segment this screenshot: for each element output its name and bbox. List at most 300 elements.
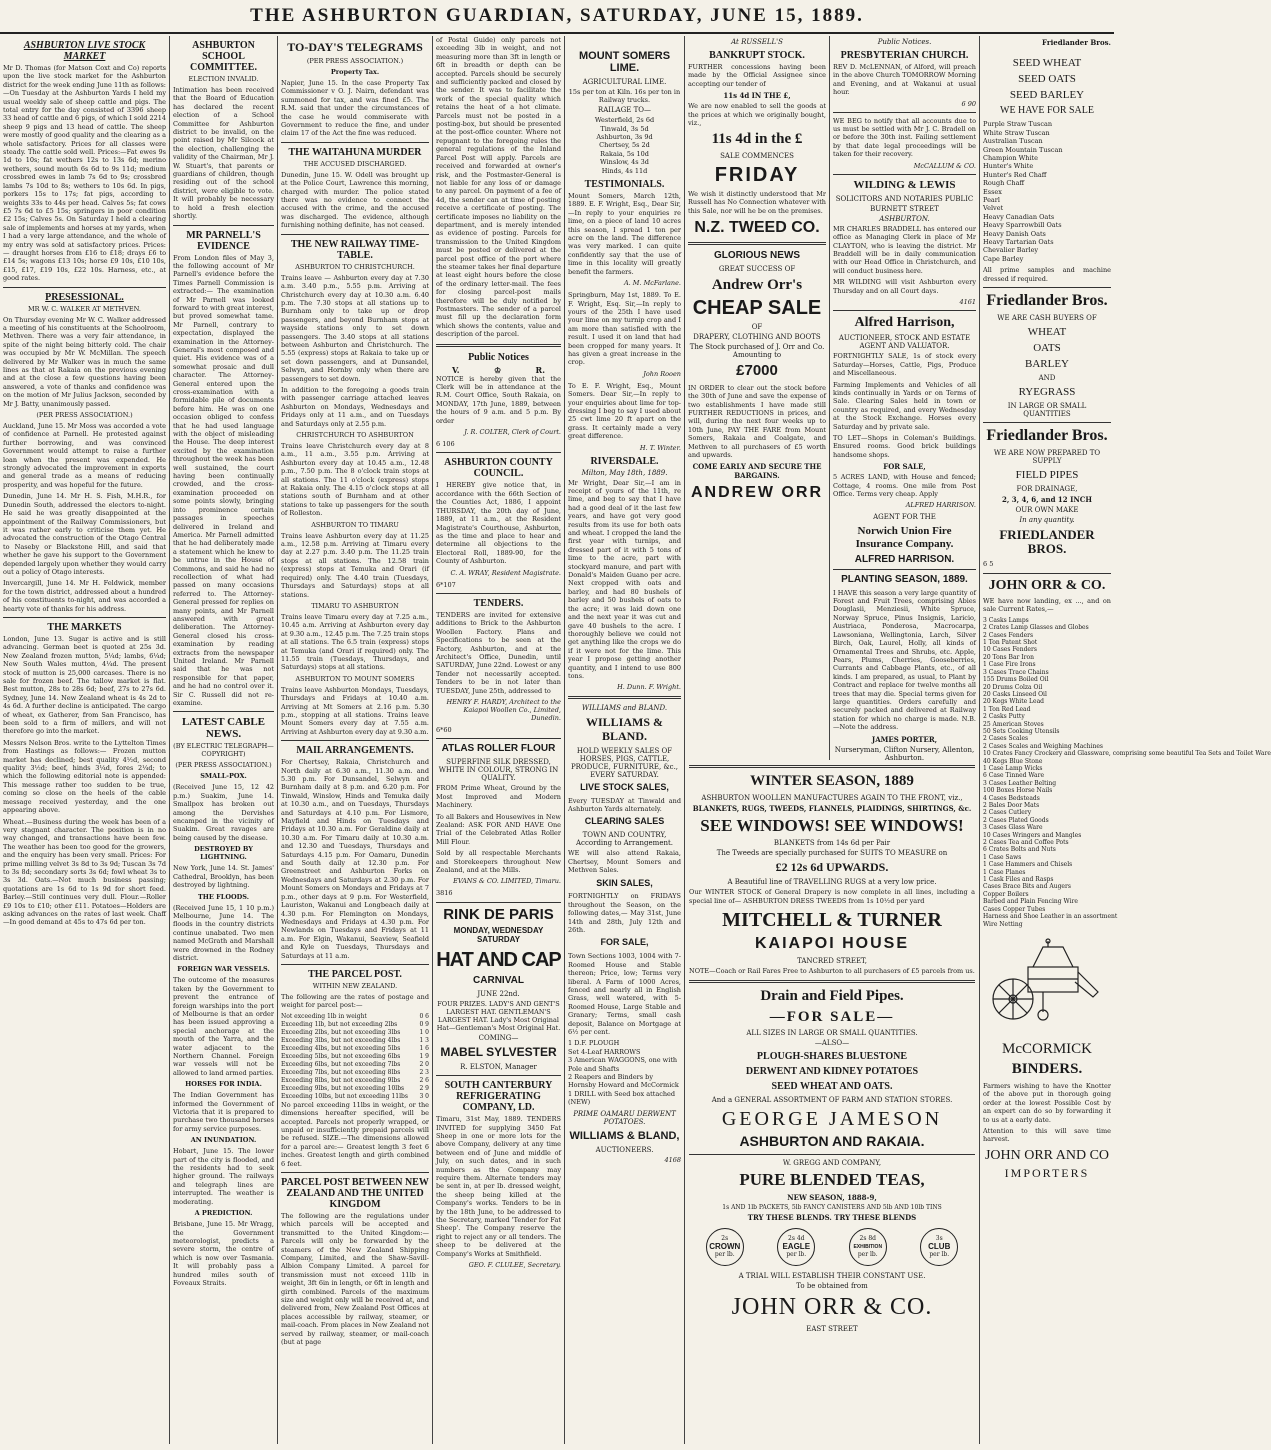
parcel-rate-price: 0 9 [419, 1020, 429, 1028]
bankrupt-text-3: We wish it distinctly understood that Mr Russell has No Connection whatever with this Sale, nor will he be on the premises. [688, 189, 826, 215]
sale-heading: FOR SALE, [883, 462, 926, 472]
live-stock-text: Mr D. Thomas (for Matson Coxt and Co) reports upon the live stock market for the Ashburton district for the week ending June 11th as follows:—On Tuesday at the Ashburton Yards I held my usual weekly sale of sheep cattle and pigs. The total entry for the day consisted of 3396 sheep 33 head of cattle and 6 pigs, of which I sold 2214 sheep 9 pigs and 13 head of cattle. The sheep were mostly of good quality and the clearing as a whole satisfactory. Prices for all classes were steady. The cattle sold well. Prices:—Fat ewes 9s 1d to 10s; fat wethers 12s to 13s 6d; merino wethers, sound mouth 6s 6d to 9s 11d; medium crossbred ewes in lamb 7s 6d to 9s; crossbred lambs 7s 10d to 8s; wethers to 10s 6d. In pigs, porkers 15s to 17s; fat pigs, according to weights 33s to 44s per head. Calves 5s; fat cows £5 7s 6d to £5 15s; springers in poor condition £2 15s; Calves 5s. On Saturday I held a clearing sale of implements and horses at my yards, when I had a very large attendance, and the whole of my entry was sold at satisfactory prices. Prices:— draught horses from £16 to £18; drays £6 to £14 5s; wagons £13 10s; horse £9 10s, £10 10s, £15, £17, £19 10s, £22 10s. Harness, etc., at good rates. [3, 64, 166, 283]
of-label: OF [751, 323, 763, 332]
quality: In any quantity. [1019, 515, 1075, 524]
orr-item: 25 American Stoves [983, 720, 1044, 728]
rink-carnival: CARNIVAL [473, 974, 524, 986]
railway-text-2: In addition to the foregoing a goods train with passenger carriage attached leaves Ashburton on Mondays, Wednesdays and Fridays only at 11 a.m., and on Tuesdays and Saturdays only at 2.55 p.m. [281, 385, 429, 428]
mail-text: For Chertsey, Rakaia, Christchurch and North daily at 6.30 a.m., 11.30 a.m. and 5.30 p.m. For Dunsandel, Selwyn and Burnham daily at 8 p.m. and 6.20 p.m. For Tinwald, Winslow, Hinds and Temuka daily at 10.30 a.m., and on Tuesdays, Thursdays and Saturdays at 4.10 p.m. For Lismore, Mayfield and Hinds on Tuesdays and Fridays at 10.30 a.m. For Geraldine daily at 10.30 a.m. For Timaru daily at 10.30 a.m. and 12.30 and Tuesdays, Thursdays and Saturdays 4.15 p.m. For Oamaru, Dunedin and South daily at 12.30 p.m. For Greenstreet and Ashburton Forks on Wednesdays and Saturdays at 2.30 p.m. For Mount Somers on Mondays and Fridays at 7 p.m., other days at 9 p.m. For Westerfield, Lauriston, Wakanui and Longbeach daily at 4.30 p.m. For Flemington on Mondays, Wednesdays and Fridays at 4.30 p.m. For Newlands on Tuesdays and Fridays at 11 a.m. For Elgin, Wakanui, Seaview, Seafield and Kyle on Tuesdays, Thursdays and Saturdays at 11 a.m. [281, 758, 429, 960]
prediction-text: Brisbane, June 15. Mr Wragg, the Government meteorologist, predicts a severe storm, the centre of which is now over Tasmania. It will probably pass a hundred miles south of Foveaux Straits. [173, 1220, 274, 1287]
council-number: 6*107 [436, 580, 456, 589]
prediction-heading: A PREDICTION. [194, 1209, 253, 1218]
mitchell: MITCHELL & TURNER [722, 909, 942, 932]
mt-somers-text: Trains leave Ashburton Mondays, Tuesdays, Thursdays and Fridays at 10.40 a.m. Arriving at Mt Somers at 2.16 p.m. 5.30 p.m., stopping at all stations. Trains leave Mount Somers every day at 7.55 a.m. Arriving at Ashburton every day at 9.30 a.m. [281, 685, 429, 736]
crest-r: R. [535, 364, 545, 375]
orr-item: 2 Cases Tea and Coffee Pots [983, 839, 1069, 847]
east-street: EAST STREET [806, 1324, 858, 1333]
derwent: DERWENT AND KIDNEY POTATOES [745, 1066, 919, 1078]
orr-item: 3 Cases Glass Ware [983, 824, 1043, 832]
wb-item: Set 4-Leaf HARROWS [568, 1047, 641, 1056]
winter-section [685, 760, 980, 1444]
rink-main: HAT AND CAP [436, 948, 561, 971]
orr-item: 6 Crates Bolts and Nuts [983, 846, 1056, 854]
clearing-sales: CLEARING SALES [584, 816, 665, 827]
refrig-text: Timaru, 31st May, 1889. TENDERS INVITED for supplying 3450 Fat Sheep in one or more lots for the above Company, delivery at any time between end of June and middle of July, on such dates, and in such numbers as the Company may require them. Alternate tenders may be sent in, at per lb. dressed weight, the sheep being killed at the Company's works. Tenders to be in by the 18th June, to be addressed to the Secretary, marked 'Tender for Fat Sheep'. The Company reserve the right to reject any or all tenders. The sheep to be delivered at the Company's Works at Smithfield. [436, 1115, 561, 1258]
wb-number: 4168 [664, 1155, 681, 1164]
orr-item: 4 Cases Bedsteads [983, 794, 1040, 802]
parcel-rate-row [281, 1037, 429, 1045]
parcel-rate-weight: Exceeding 5lbs, but not exceeding 6lbs [281, 1052, 401, 1060]
binders: BINDERS. [1011, 1061, 1083, 1078]
parcel-rate-price: 2 9 [419, 1084, 429, 1092]
ash-tim-text: Trains leave Ashburton every day at 11.25 a.m., 12.58 p.m. Arriving at Timaru every day at 2.27 p.m. 3.40 p.m. The 11.25 train stops at all stations. The 12.58 train (express) stops at Temuka and Orari (if required) only. The 4.40 train (Tuesdays, Thursdays and Saturdays) stops at all stations. [281, 531, 429, 599]
parcel-rate-price: 0 6 [419, 1012, 429, 1020]
cable-association: (PER PRESS ASSOCIATION.) [175, 761, 272, 770]
for-sale-big: —FOR SALE— [769, 1008, 895, 1025]
parcel-rates-table [281, 1013, 429, 1101]
orr-item: 1 Ton Red Lead [983, 705, 1031, 713]
variety-item: Heavy Canadian Oats [983, 212, 1055, 221]
tenders-number: 6*60 [436, 726, 452, 734]
own-make: OUR OWN MAKE [1015, 505, 1079, 514]
presessional-subheading: MR W. C. WALKER AT METHVEN. [27, 304, 142, 313]
orr-head: JOHN ORR & CO. [988, 577, 1106, 593]
column-3 [278, 36, 433, 1444]
railage-item: Ashburton, 3s 9d [596, 133, 653, 141]
friedlander-footer: FRIEDLANDER BROS. [999, 526, 1095, 556]
porter-sub: Nurseryman, Clifton Nursery, Allenton, Ashburton. [834, 745, 975, 762]
presb-text: REV D. McLENNAN, of Alford, will preach in the above Church TOMORROW Morning and Evening, and at Wakanui at usual hour. [833, 63, 976, 97]
inundation-text: Hobart, June 15. The lower part of the city is flooded, and the residents had to seek higher ground. The railways and telegraph lines are interrupted. The weather is moderating. [173, 1147, 274, 1206]
general: And a GENERAL ASSORTMENT OF FARM AND STATION STORES. [711, 1096, 953, 1105]
testimonial-1-sig: A. M. McFarlane. [623, 279, 681, 288]
parcel-rate-price: 1 9 [419, 1052, 429, 1060]
railage-item: Hinds, 4s 11d [601, 166, 648, 175]
winter-heading: WINTER SEASON, 1889 [750, 773, 914, 789]
smallpox-heading: SMALL-POX. [200, 772, 247, 781]
parcel-rate-row [281, 1045, 429, 1053]
wheat-text: Wheat.—Business during the week has been of a very stagnant character. The position is in no way changed, and transactions have been few. The weather has been too good for the growers, and the enquiry has been very small. Prices: For prime milling velvet 3s 8d to 3s 9d; Tuscan 3s 7d to 3s 8d; secondary sorts 3s 6d; fowl wheat 3s to 3s 3d. Oats.—Not much business passing; quotations are 1s 6d to 1s 9d for short feed. Barley.—Still continues very dull. Flour.—Roller £9 10s to £10; other £11. Potatoes—Holders are asking advances on the rates of last week. Chaff—In good demand at 45s to 47s 6d per ton. [3, 817, 166, 927]
orr-item: Copper Boilers [983, 890, 1029, 898]
orr-item: 20 Kegs White Lead [983, 698, 1045, 706]
floods-heading: THE FLOODS. [197, 892, 250, 901]
wilding-heading: WILDING & LEWIS [853, 178, 956, 191]
vessels-heading: FOREIGN WAR VESSELS. [177, 965, 270, 974]
great-success: GREAT SUCCESS OF [718, 264, 796, 273]
markets-text: London, June 13. Sugar is active and is still advancing. German beet is quoted at 25s 3d. New Zealand frozen mutton, 5¼d; lambs, 6¼d; New South Wales mutton, 4¼d. The present stock of mutton is 25,000 carcases. There is no sale for frozen beef. The tallow market is flat. Best mutton, 28s to 28s 6d; beef, 27s to 27s 6d. Sydney, June 14. New Zealand wheat is 4s 2d to 4s 6d. A further decline is anticipated. The cargo of wheat, ex Gatherer, from San Francisco, has been sold to a firm of millers, and will not therefore go into the market. [3, 634, 166, 736]
orr-item: 2 Cases Scales [983, 735, 1029, 743]
seed: SEED WHEAT AND OATS. [771, 1081, 893, 1093]
orr-item: 10 Cases Fenders [983, 646, 1037, 654]
tea-name: EAGLE [782, 1242, 811, 1252]
orr-item: 2 Casks Putty [983, 713, 1025, 721]
pub-notices-heading: Public Notices. [877, 38, 932, 46]
tea-unit: per lb. [929, 1251, 950, 1259]
masthead [0, 0, 1114, 34]
tenders-heading: TENDERS. [473, 597, 524, 609]
variety-item: Hunter's Red Chaff [983, 170, 1047, 179]
tea-blend-badge [706, 1228, 744, 1266]
live-stock-heading: ASHBURTON LIVE STOCK MARKET [23, 40, 146, 62]
importers: IMPORTERS [1004, 1166, 1090, 1181]
tea-name: CLUB [928, 1242, 951, 1252]
all-prime: All prime samples and machine dressed if required. [983, 266, 1111, 283]
notice-signature: J. R. COLTER, Clerk of Court. [464, 428, 561, 437]
orr-footer-8: JOHN ORR AND CO [984, 1147, 1110, 1163]
orr-item: 1 Case Planes [983, 868, 1026, 876]
parcel-rate-row [281, 1029, 429, 1037]
orr-item: 10 Crates Fancy Crockery and Glassware, comprising some beautiful Tea Sets and Toilet Ware [983, 750, 1271, 758]
variety-item: Green Mountain Tuscan [983, 145, 1063, 154]
presb-number: 6 90 [961, 99, 976, 108]
fl-number: 6 5 [983, 560, 994, 569]
bankrupt-text-2: We are now enabled to sell the goods at the prices at which we originally bought, viz., [688, 102, 826, 128]
parcel-rate-price: 1 0 [419, 1028, 429, 1036]
binders-text: Farmers wishing to have the Knotter of the above put in thorough going order at the lowest Possible Cost by an expert can do so by forwarding it to us at a early date. [983, 1081, 1111, 1124]
railage-item: Tinwald, 3s 5d [600, 124, 649, 133]
railway-text: Trains leave — Ashburton every day at 7.30 a.m. 3.40 p.m., 5.55 p.m. Arriving at Christchurch every day at 10.30 a.m. 6.40 p.m. The 7.30 stops at all stations up to Burnham only to take up or drop passengers, and beyond Burnham stops at wayside stations only to set down passengers. The 3.40 stops at all stations between Ashburton and Christchurch. The 5.55 (express) stops at Rakaia to take up or set down passengers, and at Dunsandel, Selwyn, and Hornby only when there are passengers to set down. [281, 273, 429, 383]
jameson: GEORGE JAMESON [721, 1108, 943, 1131]
parcel-rate-row [281, 1053, 429, 1061]
winter-text: Our WINTER STOCK of General Drapery is now complete in all lines, including a special line of— ASHBURTON DRESS TWEEDS from 1s 10½d per yard [689, 888, 975, 905]
parcel-rate-row [281, 1013, 429, 1021]
waitahuna-subheading: THE ACCUSED DISCHARGED. [303, 159, 407, 168]
parnell-heading: MR PARNELL'S EVIDENCE [186, 229, 261, 252]
wb-for-sale: FOR SALE, [600, 937, 649, 948]
news-invercargill: Invercargill, June 14. Mr H. Feldwick, member for the town district, addressed about a hundred of his constituents to-night, and was accorded a hearty vote of thanks for his address. [3, 579, 166, 613]
parnell-text: From London files of May 3, the following account of Mr Parnell's evidence before the Times Parnell Commission is extracted:— The examination of Mr Parnell was looked forward to with great interest, but proved somewhat tame. Mr Parnell, contrary to expectation, displayed the examination in the Attorney-General's most composed and quiet. His evidence was of a somewhat prosaic and dull character. The Attorney-General entered upon the cross-examination with a formidable pile of documents before him. He was on one occasion obliged to confess that he had used language with the object of misleading the House. The deep interest excited by the examination throughout the week has been well sustained, the court having been continually crowded, and the cross-examination proceeded on some points slowly, bringing into prominence certain passages in speeches delivered in Ireland and America. Mr Parnell admitted that he had deliberately made a statement which he knew to be untrue in the House of Commons, and said he had no recollection of what had passed on many occasions referred to. The Attorney-General pressed for replies on many points, and Mr Parnell answered with great deliberation. The Attorney-General closed his cross-examination by reading extracts from the newspaper United Ireland. Mr Parnell said that he was not responsible for that paper, and he had no control over it. Sir C. Russell did not re-examine. [173, 253, 274, 708]
public-notices-heading: Public Notices [468, 351, 529, 363]
variety-item: Heavy Tartarian Oats [983, 237, 1054, 246]
drainage: FOR DRAINAGE, [1016, 484, 1078, 493]
testimonials-heading: TESTIMONIALS. [584, 179, 665, 191]
wb-subheading: HOLD WEEKLY SALES OF HORSES, PIGS, CATTLE, PRODUCE, FURNITURE, &c., EVERY SATURDAY. [570, 746, 679, 779]
railage-item: Chertsey, 5s 2d [599, 141, 650, 150]
atlas-text: FROM Prime Wheat, Ground by the Most Improved and Modern Machinery. [436, 784, 561, 810]
crest-icon: ♔ [493, 364, 502, 375]
wilding-subheading: SOLICITORS AND NOTARIES PUBLIC [835, 194, 974, 203]
orr-item: 1 Cask Files and Rasps [983, 876, 1054, 884]
atlas-number: 3816 [436, 889, 453, 898]
live-sales-text: Every TUESDAY at Tinwald and Ashburton Yards alternately. [568, 796, 681, 814]
note: NOTE—Coach or Rail Fares Free to Ashburton to all purchasers of £5 parcels from us. [689, 966, 975, 975]
presessional-text: On Thursday evening Mr W. C. Walker addressed a meeting of his constituents at the Schoolroom, Methven. There was a very fair attendance, in spite of the night being bitterly cold. The chair was occupied by Mr W. McMillan. The speech delivered by Mr Walker was in much the same lines as that at Rakaia on the previous evening and at the close a few questions having been answered, a vote of thanks and confidence was on the motion of Mr Julius Jackson, seconded by Mr J. Batty, unanimously passed. [3, 315, 166, 408]
cable-heading: LATEST CABLE NEWS. [181, 716, 266, 741]
seed-barley: SEED BARLEY [1009, 89, 1085, 102]
orr-text: WE have now landing, ex ..., and on sale Current Rates,— [983, 597, 1111, 614]
variety-item: Pearl [983, 195, 1000, 204]
live-sales: LIVE STOCK SALES, [580, 781, 669, 792]
woollen: ASHBURTON WOOLLEN MANUFACTURES AGAIN TO THE FRONT, viz., [701, 793, 963, 802]
also: —ALSO— [814, 1039, 850, 1048]
discount-big: 11s 4d in the £ [711, 131, 803, 148]
orr-item: 40 Kegs Blue Stone [983, 757, 1043, 765]
variety-item: White Straw Tuscan [983, 128, 1050, 137]
amount: £7000 [736, 362, 778, 380]
orr-item: 20 Tons Bar Iron [983, 653, 1035, 661]
tea-blend-badge [777, 1228, 815, 1266]
agent: AGENT FOR THE [873, 513, 936, 522]
discount: 11s 4d IN THE £, [723, 91, 791, 101]
orr-item: 2 Cases Scales and Weighing Machines [983, 742, 1103, 750]
tea-price: 3s [935, 1235, 943, 1243]
notice-number: 6 106 [436, 440, 455, 449]
variety-item: Cape Barley [983, 254, 1024, 263]
orr-item: 1 Ton Patent Shot [983, 639, 1038, 647]
ashburton-label: ASHBURTON. [879, 214, 930, 223]
wb-footer-sub: AUCTIONEERS. [595, 1145, 654, 1154]
orr-co: JOHN ORR & CO. [731, 1294, 933, 1321]
have-for-sale: WE HAVE FOR SALE [1000, 105, 1094, 117]
burnett: BURNETT STREET [870, 204, 939, 213]
parcel-rate-weight: Exceeding 2lbs, but not exceeding 3lbs [281, 1028, 401, 1036]
variety-item: Heavy Danish Oats [983, 229, 1046, 238]
rink-manager: R. ELSTON, Manager [460, 1063, 537, 1072]
orr-item: 1 Case Lamp Wicks [983, 764, 1043, 772]
friday: FRIDAY [714, 163, 800, 186]
wb-item: 3 American WAGGONS, one with Pole and Shafts [568, 1056, 678, 1073]
orr-item: 3 Casks Lamps [983, 616, 1029, 624]
parcel-rate-row [281, 1077, 429, 1085]
all-sizes: ALL SIZES IN LARGE OR SMALL QUANTITIES. [746, 1029, 918, 1038]
parcel-rate-price: 1 3 [419, 1036, 429, 1044]
ploughs: PLOUGH-SHARES BLUESTONE [756, 1051, 908, 1063]
refrig-heading: SOUTH CANTERBURY REFRIGERATING COMPANY, LD. [444, 1080, 553, 1114]
parcel-rate-weight: Exceeding 4lbs, but not exceeding 5lbs [281, 1044, 401, 1052]
lime-heading: MOUNT SOMERS LIME. [578, 50, 671, 75]
orr-item: Wire Netting [983, 920, 1023, 928]
tim-ash-text: Trains leave Timaru every day at 7.25 a.m., 10.45 a.m. Arriving at Ashburton every day at 9.30 a.m., 12.45 p.m. The 7.25 train stops at all stations. The 6.5 train (express) stops at Temuka (and Orari if required) only. The 11.55 train (Tuesdays, Thursdays, and Saturdays) stops at all stations. [281, 612, 429, 672]
prepared: WE ARE NOW PREPARED TO SUPPLY [993, 448, 1101, 465]
riversdale-text: Mr Wright, Dear Sir,—I am in receipt of yours of the 11th, re lime, and beg to say that I have had a good deal of it the last few years, and have got very good results from its use for both oats and wheat. I cropped the land the first year with turnips, and dressed part of it with 5 tons of lime to the acre, part with stockyard manure, and part with Donald's Maiden Guano per acre. Next cropped with oats and barley, and had 80 bushels of barley and 50 bushels of oats to the acre; it was laid down one and the next year it was cut and gave 40 bushels to the acre. I thoroughly believe we could not get anything like the crops we do if it were not for the lime. This year I propose getting another quantity, and I intend to use 800 tons. [568, 478, 681, 680]
rink-coming: COMING— [478, 1033, 519, 1042]
rink-prizes: FOUR PRIZES. LADY'S AND GENT'S LARGEST HAT. GENTLEMAN'S LARGEST HAT. Lady's Most Original Hat—Gentleman's Most Original Hat. [436, 999, 561, 1032]
planting-text: I HAVE this season a very large quantity of Forest and Fruit Trees, comprising Abies Douglasii, Menziesii, White Spruce, Norway Spruce, Pinus Insignis, Laricio, Austriaca, Ponderosa, Macrocarpa, Lawsoniana, Wellingtonia, Larch, Silver Birch, Oak, Laurel, Holly, all kinds of Ornamental Trees and Shrubs, etc. Apple, Pears, Plums, Cherries, Gooseberries, Currants and Cabbage Plants, etc., of all kinds. I am prepared, as usual, to Plant by Contract and replace for twelve months all trees that may die. Special terms given for large quantities. Orders carefully and securely packed and delivered at Railway station for which no charge is made. N.B.—Note the address. [833, 588, 976, 732]
parcel-rate-price: 2 3 [419, 1068, 429, 1076]
tancred: TANCRED STREET, [797, 956, 867, 965]
try-blends: TRY THESE BLENDS. TRY THESE BLENDS [747, 1213, 917, 1223]
parcel-rate-price: 2 0 [419, 1060, 429, 1068]
wilding-text-2: MR WILDING will visit Ashburton every Thursday and on all Court days. [833, 278, 976, 295]
orr-item: 1 Case Saws [983, 853, 1022, 861]
postal-text: of Postal Guide) only parcels not exceeding 3lb in weight, and not measuring more than 3ft in length or 6ft in breadth or depth can be accepted. Parcels should be securely and sufficiently packed and closed by the sender. It was to facilitate the work of the special quality which retains the heat of a hot climate. Parcels must not be posted in a posting-box, but should be presented at the post-office counter. Where not repugnant to the foregoing rules the general regulations of the Inland Parcel Post will apply. Parcels are received and forwarded at owner's risk, and the Postmaster-General is not liable for any loss of or damage to any parcel. On payment of a fee of 4d, the sender can at time of posting receive a certificate of posting. The certificate imposes no liability on the department, and is merely intended as evidence of posting. Parcels for transmission to the United Kingdom must be posted or delivered at the parcel post office of the port where the steamer takes her final departure at least eight hours before the close of the ordinary letter-mail. The fees for closing parcel-post mails therefore will be duly notified by Postmasters. The sender of a parcel must fill up the declaration form which shows the contents, value and description of the parcel. [436, 36, 561, 339]
woollen-items: BLANKETS, RUGS, TWEEDS, FLANNELS, PLAIDINGS, SHIRTINGS, &c. [692, 803, 972, 813]
tweed-co: N.Z. TWEED CO. [694, 219, 820, 237]
harrison-sig: ALFRED HARRISON. [905, 501, 976, 510]
wb-heading: WILLIAMS & BLAND. [585, 715, 663, 743]
harrison-text-2: Farming Implements and Vehicles of all kinds continually in Yards or on Terms of Sale. Clearing Sales held in town or country as required, and every Wednesday at the Stock Exchange. Horses every Saturday and by private sale. [833, 380, 976, 431]
friedlander-big: Friedlander Bros. [986, 292, 1108, 309]
harrison-footer: ALFRED HARRISON. [854, 553, 955, 565]
cash-buyers: WE ARE CASH BUYERS OF [997, 313, 1097, 322]
planting-heading: PLANTING SEASON, 1889. [841, 573, 968, 585]
drapery: DRAPERY, CLOTHING AND BOOTS [693, 333, 821, 342]
parcel-rate-price: 3 0 [419, 1092, 429, 1100]
parcel-rate-row [281, 1069, 429, 1077]
quantities: IN LARGE OR SMALL QUANTITIES [1007, 401, 1087, 418]
railway-heading: THE NEW RAILWAY TIME-TABLE. [290, 238, 420, 261]
clearing-subheading: TOWN AND COUNTRY, According to Arrangement. [575, 831, 674, 848]
tea-blend-badge [849, 1228, 887, 1266]
riversdale-date: Milton, May 18th, 1889. [581, 468, 668, 477]
lime-price: 15s per ton at Kiln. 16s per ton in Railway trucks. [568, 88, 681, 105]
variety-item: Rough Chaff [983, 179, 1025, 188]
gregg: W. GREGG AND COMPANY, [782, 1158, 882, 1167]
news-auckland: Auckland, June 15. Mr Moss was accorded a vote of confidence at Parnell. He protested against further borrowing, and was convinced Government would attempt to raise a further loan when the present was expended. He strongly advocated the improvement in exports and general trade as a means of reducing prosperity, and was hopeful for the future. [3, 422, 166, 489]
tea-name: EXHIBITION [853, 1244, 883, 1251]
vessels-text: The outcome of the measures taken by the Government to prevent the entrance of foreign warships into the port of Melbourne is that an order has been issued approving a special anchorage at the mouth of the Yarra, and the water adjacent to the Northern Channel. Foreign war vessels will not be allowed to land armed parties. [173, 976, 274, 1077]
parcel-subheading: WITHIN NEW ZEALAND. [312, 981, 398, 990]
wilding-text: MR CHARLES BRADDELL has entered our office as Managing Clerk in place of Mr CLAYTON, who is leaving the district. Mr Braddell will be in daily communication with our Head Office in Christchurch, and will conduct business here. [833, 224, 976, 275]
lime-subheading: AGRICULTURAL LIME. [582, 78, 667, 87]
wb-label: WILLIAMS and BLAND. [581, 704, 668, 713]
tweeds: The Tweeds are specially purchased for SUITS TO MEASURE on [716, 849, 948, 858]
column-1 [0, 36, 170, 1444]
lightning-heading: DESTROYED BY LIGHTNING. [194, 845, 253, 862]
acres-text: 5 ACRES LAND, with House and fenced; Cottage, 4 rooms. One mile from Post Office. Terms very cheap. Apply [833, 473, 976, 499]
parcel-rate-price: 2 6 [419, 1076, 429, 1084]
trial: A TRIAL WILL ESTABLISH THEIR CONSTANT USE. [738, 1272, 926, 1281]
telegrams-heading: TO-DAY'S TELEGRAMS [287, 40, 423, 54]
parcel-rate-row [281, 1021, 429, 1029]
drain-pipes: Drain and Field Pipes. [760, 988, 904, 1005]
cable-subheading: (BY ELECTRIC TELEGRAPH—COPYRIGHT) [173, 742, 274, 759]
orr-items-list [983, 616, 1271, 928]
crest-v: V. [452, 364, 460, 375]
wb-for-sale-text: Town Sections 1003, 1004 with 7-Roomed House and Stable thereon; Price, low; Terms very liberal. A Farm of 1000 Acres, fenced and nearly all in English Grass, well watered, with 5-Roomed House, Large Stable and Granary; Terms, small cash deposit, Balance on Mortgage at 6½ per cent. [568, 952, 681, 1036]
seed-wheat: SEED WHEAT [1012, 57, 1082, 69]
orr-item: 2 Crates Lamp Glasses and Globes [983, 624, 1089, 632]
wb-item: 1 D.F. PLOUGH [568, 1039, 620, 1048]
orr-item: 20 Drums Colza Oil [983, 683, 1043, 691]
parcel-heading: THE PARCEL POST. [308, 968, 402, 980]
cheap-sale: CHEAP SALE [692, 297, 822, 320]
orr-item: 50 Sets Cooking Utensils [983, 727, 1060, 735]
order-text: IN ORDER to clear out the stock before the 30th of June and save the expense of two establishments I have made still FURTHER REDUCTIONS in prices, and will, during the next four weeks up to 10th June, PAY THE FARE from Mount Somers, Rakaia and Coalgate, and Methven to all purchasers of £5 worth and upwards. [688, 383, 826, 459]
parcel-rate-weight: Exceeding 8lbs, but not exceeding 9lbs [281, 1076, 401, 1084]
rink-heading: RINK DE PARIS [443, 905, 554, 923]
council-text: I HEREBY give notice that, in accordance with the 66th Section of the Counties Act, 1886, I appoint THURSDAY, the 20th day of June, 1889, at 11 a.m., at the Resident Magistrate's Courthouse, Ashburton, as the time and place to hear and determine all objections to the Electoral Roll, 1889-90, for the County of Ashburton. [436, 481, 561, 566]
wb-items-list [568, 1039, 681, 1106]
parcel-text-2: No parcel exceeding 11lbs in weight, or the dimensions hereafter specified, will be accepted. Parcels not properly wrapped, or unpaid or insufficiently prepaid parcels will be refused. SIZE.—The dimensions allowed for a parcel are:— Greatest length 3 feet 6 inches. Greatest length and girth combined 6 feet. [281, 1100, 429, 1168]
mccallum-text: WE BEG to notify that all accounts due to us must be settled with Mr J. C. Bradell on or before the 30th inst. Failing settlement by that date legal proceedings will be taken for their recovery. [833, 116, 976, 159]
orr-item: Cases Brace Bits and Augers [983, 883, 1071, 891]
parcel-rate-weight: Exceeding 1lb, but not exceeding 2lbs [281, 1020, 398, 1028]
field-pipes: FIELD PIPES [1015, 468, 1079, 481]
testimonial-1: Mount Somers, March 12th, 1889. E. F. Wright, Esq., Dear Sir,—In reply to your enquiries re lime, on a piece of land 10 acres this season, I spread 1 ton per acre on the land. The difference was very marked. I can quite confidently say that the use of lime in this locality will greatly benefit the farmers. [568, 192, 681, 276]
mccormick: McCORMICK [1001, 1040, 1092, 1057]
variety-item: Purple Straw Tuscan [983, 120, 1053, 129]
glorious-news: GLORIOUS NEWS [713, 249, 801, 261]
markets-heading: THE MARKETS [47, 621, 122, 633]
and-label: AND [1038, 373, 1056, 382]
parcel-rate-row [281, 1061, 429, 1069]
tenders-text: TENDERS are invited for extensive additions to Brick to the Ashburton Woollen Factory. Plans and Specifications to be seen at the Factory, Ashburton, and at the Architect's Office, Dunedin, until SATURDAY, June 22nd. Lowest or any Tender not necessarily accepted. Tenders to be in not later than TUESDAY, June 25th, addressed to [436, 610, 561, 695]
variety-item: Essex [983, 187, 1002, 196]
orr-item: Cases Copper Tubes [983, 905, 1046, 913]
tea-heading: PURE BLENDED TEAS, [739, 1169, 925, 1189]
orr-item: 20 Casks Linseed Oil [983, 690, 1047, 698]
tenders-signature: HENRY F. HARDY, Architect to the Kaiapoi Woollen Co., Limited, Dunedin. [446, 698, 561, 722]
wheat: WHEAT [1027, 325, 1067, 338]
orr-item: 155 Drums Boiled Oil [983, 676, 1049, 684]
orr-item: 2 Cases Cutlery [983, 809, 1032, 817]
tea-price: 2s 8d [859, 1235, 876, 1243]
riversdale-sig: H. Dunn. F. Wright. [617, 683, 681, 692]
column-7 [830, 36, 980, 760]
rink-performer: MABEL SYLVESTER [440, 1044, 557, 1059]
riversdale-heading: RIVERSDALE. [590, 455, 659, 467]
council-heading: ASHBURTON COUNTY COUNCIL. [444, 457, 553, 480]
parcel-rate-weight: Exceeding 7lbs, but not exceeding 8lbs [281, 1068, 401, 1076]
orr-item: 2 Cases Fenders [983, 631, 1034, 639]
parcel-rate-weight: Not exceeding 1lb in weight [281, 1012, 367, 1020]
variety-item: Heavy Sparrowbill Oats [983, 221, 1062, 230]
testimonial-2: Springburn, May 1st, 1889. To E. F. Wright, Esq. Sir,—In reply to yours of the 25th I have used your lime on my turnip crop and I am more than satisfied with the result. I used it on land that had been cropped for many years. It has given a great increase in the crop. [568, 291, 681, 367]
railage-item: Rakaia, 5s 10d [600, 149, 649, 158]
tax-text: Napier, June 15. In the case Property Tax Commissioner v O. J. Nairn, defendant was summoned for tax, and was fined £5. The R.M. said that under the circumstances of the case he would commiserate with Government to reduce the fine, and under claim 17 of the Act the fine was reduced. [281, 79, 429, 138]
railage-list [568, 116, 681, 175]
news-dunedin: Dunedin, June 14. Mr H. S. Fish, M.H.R., for Dunedin South, addressed the electors to-night. He said he was greatly disappointed at the appointment of the Railway Commissioners, but it was rather early to criticise them yet. He advocated the construction of the Otago Central to Naseby or Blackstone Hill, and said that whether he gave his support to the Government depended largely upon whether they would carry out a policy of Otago interests. [3, 492, 167, 576]
wb-footer: WILLIAMS & BLAND, [569, 1129, 680, 1142]
orr-item: 6 Case Tinned Ware [983, 772, 1045, 780]
rink-date: JUNE 22nd. [477, 989, 520, 998]
variety-item: Chevalier Barley [983, 246, 1039, 255]
oats: OATS [1033, 341, 1061, 354]
atlas-signature: EVANS & CO. LIMITED, Timaru. [453, 877, 561, 886]
harrison-text: FORTNIGHTLY SALE, 1s of stock every Saturday—Horses, Cattle, Pigs, Produce and Miscellaneous. [833, 352, 976, 378]
orr-item: 1 Case Hammers and Chisels [983, 861, 1073, 869]
testimonial-3-sig: H. T. Winter. [639, 443, 681, 452]
ash-tim-heading: ASHBURTON TO TIMARU [311, 520, 399, 529]
presb-heading: PRESBYTERIAN CHURCH. [840, 50, 969, 61]
orr-item: 3 Cases Leather Belting [983, 779, 1057, 787]
orr-item: 100 Boxes Horse Nails [983, 787, 1053, 795]
friedlander-heading: Friedlander Bros. [1042, 38, 1111, 47]
barley: BARLEY [1025, 357, 1069, 370]
wilding-number: 4161 [959, 298, 976, 306]
sale-commences: SALE COMMENCES [720, 151, 794, 160]
orr-item: 10 Cases Wringers and Mangles [983, 831, 1082, 839]
tea-name: CROWN [709, 1242, 741, 1252]
binders-text-2: Attention to this will save time harvest. [983, 1126, 1111, 1144]
tim-ash-heading: TIMARU TO ASHBURTON [311, 601, 399, 610]
orr-item: Barbed and Plain Fencing Wire [983, 898, 1078, 906]
smallpox-text: (Received June 15, 12 42 p.m.) Suakim, June 14. Smallpox has broken out among the Dervishes encamped in the vicinity of Suakim. Great ravages are being caused by the disease. [173, 783, 274, 842]
stock-text: The Stock purchased of J. Orr and Co. Amounting to [689, 343, 825, 360]
notice-text: NOTICE is hereby given that the Clerk will be in attendance at the R.M. Court Office, South Rakaia, on MONDAY, 17th June, 1889, between the hours of 9 a.m. and 5 p.m. By order [436, 374, 561, 425]
tea-season: NEW SEASON, 1888-9, [787, 1193, 877, 1203]
atlas-text-2: To all Bakers and Housewives in New Zealand: ASK FOR AND HAVE One Trial of the Celebrated Atlas Roller Mill Flour. [436, 812, 561, 846]
variety-item: Champion White [983, 153, 1039, 162]
parcel-rate-weight: Exceeding 10lbs, but not exceeding 11lbs [281, 1092, 408, 1100]
varieties-list [983, 120, 1111, 263]
porter: JAMES PORTER, [871, 734, 938, 744]
atlas-text-3: Sold by all respectable Merchants and Storekeepers throughout New Zealand, and at the Mills. [436, 849, 561, 875]
lightning-text: New York, June 14. St. James' Cathedral, Brooklyn, has been destroyed by lightning. [173, 864, 274, 890]
railage-item: Winslow, 4s 3d [600, 158, 649, 167]
let-text: TO LET—Shops in Coleman's Buildings. Ensured rooms. Good brick buildings handsome shops. [833, 434, 976, 459]
parcel-rate-price: 1 6 [419, 1044, 429, 1052]
skin-text: FORTNIGHTLY on FRIDAYS throughout the Season, on the following dates,— May 31st, June 14th and 28th, July 12th and 26th. [568, 892, 681, 935]
testimonial-2-sig: John Rooen [643, 369, 681, 378]
orr-footer: ANDREW ORR [691, 484, 823, 502]
school-heading: ASHBURTON SCHOOL COMMITTEE. [190, 40, 257, 73]
uk-parcel-text: The following are the regulations under which parcels will be accepted and transmitted to the United Kingdom:— Parcels will only be forwarded by the steamers of the New Zealand Shipping Company, Limited, and the Shaw-Savill-Albion Company Limited. A parcel for transmission must not exceed 11lb in weight, 3ft 6in in length, or 6ft in length and girth combined. Parcels of the maximum size and weight only will be received at, and delivered from, New Zealand Post Offices at places accessible by railway, steamer, or mail-coach. From places in New Zealand not served by railway, steamer, or mail-coach (but at page [281, 1212, 429, 1347]
bankrupt-heading: BANKRUPT STOCK. [709, 50, 805, 61]
uk-parcel-heading: PARCEL POST BETWEEN NEW ZEALAND AND THE UNITED KINGDOM [281, 1177, 429, 1210]
tea-packets: 1s AND 1lb PACKETS, 5lb FANCY CANISTERS AND 5lb AND 10lb TINS [722, 1204, 942, 1212]
